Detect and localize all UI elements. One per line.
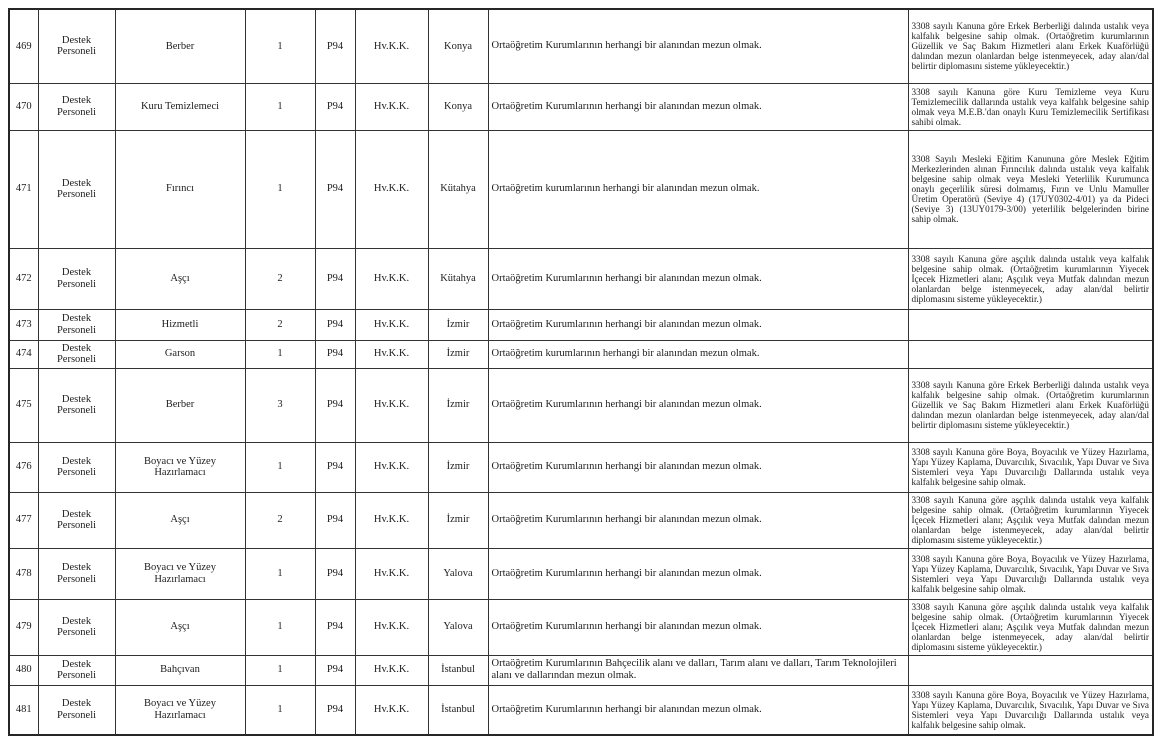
cell-special-req bbox=[908, 309, 1153, 340]
cell-education-req: Ortaöğretim Kurumlarının herhangi bir alanından mezun olmak. bbox=[488, 309, 908, 340]
table-row bbox=[9, 599, 1153, 655]
cell-row-number: 481 bbox=[9, 685, 38, 735]
cell-personnel-class: Destek Personeli bbox=[38, 548, 115, 599]
cell-force: Hv.K.K. bbox=[355, 599, 428, 655]
cell-force: Hv.K.K. bbox=[355, 655, 428, 685]
cell-personnel-class: Destek Personeli bbox=[38, 340, 115, 368]
cell-position-title: Kuru Temizlemeci bbox=[115, 83, 245, 130]
cell-city: İzmir bbox=[428, 340, 488, 368]
cell-code: P94 bbox=[315, 685, 355, 735]
table-row bbox=[9, 248, 1153, 309]
cell-city: İzmir bbox=[428, 368, 488, 442]
cell-personnel-class: Destek Personeli bbox=[38, 248, 115, 309]
cell-count: 1 bbox=[245, 655, 315, 685]
cell-force: Hv.K.K. bbox=[355, 309, 428, 340]
cell-city: İzmir bbox=[428, 309, 488, 340]
table-row bbox=[9, 340, 1153, 368]
cell-code: P94 bbox=[315, 492, 355, 548]
cell-count: 1 bbox=[245, 685, 315, 735]
cell-personnel-class: Destek Personeli bbox=[38, 655, 115, 685]
cell-code: P94 bbox=[315, 599, 355, 655]
cell-code: P94 bbox=[315, 442, 355, 492]
cell-special-req: 3308 sayılı Kanuna göre Erkek Berberliği dalında ustalık veya kalfalık belgesine sahip olmak. (Ortaöğretim kurumlarının Güzellik ve Saç Bakım Hizmetleri alanı Erkek Kuaförlüğü dalından mezun olanlardan belge istenmeyecek, aday alan/dal belirtir diplomasını sisteme yükleyecektir.) bbox=[908, 9, 1153, 83]
vacancy-table bbox=[8, 8, 1154, 736]
cell-position-title: Aşçı bbox=[115, 599, 245, 655]
cell-personnel-class: Destek Personeli bbox=[38, 9, 115, 83]
cell-city: İstanbul bbox=[428, 655, 488, 685]
table-row bbox=[9, 442, 1153, 492]
cell-count: 1 bbox=[245, 9, 315, 83]
cell-code: P94 bbox=[315, 548, 355, 599]
cell-special-req: 3308 Sayılı Mesleki Eğitim Kanununa göre Meslek Eğitim Merkezlerinden alınan Fırıncılık dalında ustalık veya kalfalık belgesine sahip olmak veya Mesleki Yeterlilik Kurumunca onaylı geçerlilik süresi dolmamış, Fırın ve Unlu Mamuller Üretim Operatörü (Seviye 4) (17UY0302-4/01) ya da Pideci (Seviye 3) (13UY0179-3/00) yeterlilik belgelerinden birine sahip olmak. bbox=[908, 130, 1153, 248]
cell-position-title: Garson bbox=[115, 340, 245, 368]
cell-force: Hv.K.K. bbox=[355, 83, 428, 130]
cell-city: Kütahya bbox=[428, 130, 488, 248]
cell-position-title: Fırıncı bbox=[115, 130, 245, 248]
cell-education-req: Ortaöğretim kurumlarının herhangi bir alanından mezun olmak. bbox=[488, 340, 908, 368]
cell-code: P94 bbox=[315, 248, 355, 309]
cell-city: Kütahya bbox=[428, 248, 488, 309]
cell-education-req: Ortaöğretim Kurumlarının herhangi bir alanından mezun olmak. bbox=[488, 442, 908, 492]
cell-city: Konya bbox=[428, 83, 488, 130]
cell-position-title: Boyacı ve Yüzey Hazırlamacı bbox=[115, 442, 245, 492]
cell-row-number: 478 bbox=[9, 548, 38, 599]
cell-row-number: 472 bbox=[9, 248, 38, 309]
cell-position-title: Bahçıvan bbox=[115, 655, 245, 685]
cell-special-req bbox=[908, 340, 1153, 368]
cell-special-req: 3308 sayılı Kanuna göre aşçılık dalında ustalık veya kalfalık belgesine sahip olmak. (Ortaöğretim kurumlarının Yiyecek İçecek Hizmetleri alanı; Aşçılık veya Mutfak dalından mezun olanlardan belge istenmeyecek, aday alan/dal belirtir diplomasını sisteme yükleyecektir.) bbox=[908, 492, 1153, 548]
cell-count: 1 bbox=[245, 130, 315, 248]
table-row bbox=[9, 492, 1153, 548]
cell-position-title: Boyacı ve Yüzey Hazırlamacı bbox=[115, 548, 245, 599]
cell-city: Yalova bbox=[428, 548, 488, 599]
cell-count: 2 bbox=[245, 248, 315, 309]
cell-count: 1 bbox=[245, 548, 315, 599]
cell-force: Hv.K.K. bbox=[355, 368, 428, 442]
cell-force: Hv.K.K. bbox=[355, 340, 428, 368]
cell-special-req: 3308 sayılı Kanuna göre Erkek Berberliği dalında ustalık veya kalfalık belgesine sahip olmak. (Ortaöğretim kurumlarının Güzellik ve Saç Bakım Hizmetleri alanı Erkek Kuaförlüğü dalından mezun olanlardan belge istenmeyecek, aday alan/dal belirtir diplomasını sisteme yükleyecektir.) bbox=[908, 368, 1153, 442]
cell-force: Hv.K.K. bbox=[355, 442, 428, 492]
cell-city: İstanbul bbox=[428, 685, 488, 735]
cell-position-title: Aşçı bbox=[115, 492, 245, 548]
table-row bbox=[9, 9, 1153, 83]
cell-education-req: Ortaöğretim Kurumlarının herhangi bir alanından mezun olmak. bbox=[488, 685, 908, 735]
table-row bbox=[9, 655, 1153, 685]
cell-special-req: 3308 sayılı Kanuna göre aşçılık dalında ustalık veya kalfalık belgesine sahip olmak. (Ortaöğretim kurumlarının Yiyecek İçecek Hizmetleri alanı; Aşçılık veya Mutfak dalından mezun olanlardan belge istenmeyecek, aday alan/dal belirtir diplomasını sisteme yükleyecektir.) bbox=[908, 599, 1153, 655]
cell-force: Hv.K.K. bbox=[355, 685, 428, 735]
table-row bbox=[9, 130, 1153, 248]
cell-city: Yalova bbox=[428, 599, 488, 655]
cell-code: P94 bbox=[315, 83, 355, 130]
cell-count: 1 bbox=[245, 599, 315, 655]
cell-force: Hv.K.K. bbox=[355, 548, 428, 599]
cell-education-req: Ortaöğretim Kurumlarının Bahçecilik alanı ve dalları, Tarım alanı ve dalları, Tarım Teknolojileri alanı ve dallarından mezun olmak. bbox=[488, 655, 908, 685]
cell-row-number: 475 bbox=[9, 368, 38, 442]
cell-row-number: 469 bbox=[9, 9, 38, 83]
cell-special-req: 3308 sayılı Kanuna göre aşçılık dalında ustalık veya kalfalık belgesine sahip olmak. (Ortaöğretim kurumlarının Yiyecek İçecek Hizmetleri alanı; Aşçılık veya Mutfak dalından mezun olanlardan belge istenmeyecek, aday alan/dal belirtir diplomasını sisteme yükleyecektir.) bbox=[908, 248, 1153, 309]
cell-row-number: 480 bbox=[9, 655, 38, 685]
cell-education-req: Ortaöğretim Kurumlarının herhangi bir alanından mezun olmak. bbox=[488, 548, 908, 599]
cell-count: 2 bbox=[245, 309, 315, 340]
cell-count: 1 bbox=[245, 83, 315, 130]
cell-education-req: Ortaöğretim Kurumlarının herhangi bir alanından mezun olmak. bbox=[488, 368, 908, 442]
cell-code: P94 bbox=[315, 340, 355, 368]
cell-position-title: Berber bbox=[115, 368, 245, 442]
cell-personnel-class: Destek Personeli bbox=[38, 442, 115, 492]
cell-position-title: Aşçı bbox=[115, 248, 245, 309]
table-row bbox=[9, 309, 1153, 340]
cell-code: P94 bbox=[315, 368, 355, 442]
cell-code: P94 bbox=[315, 655, 355, 685]
table-row bbox=[9, 368, 1153, 442]
cell-count: 1 bbox=[245, 340, 315, 368]
cell-special-req: 3308 sayılı Kanuna göre Boya, Boyacılık ve Yüzey Hazırlama, Yapı Yüzey Kaplama, Duvarcılık, Sıvacılık, Yapı Duvar ve Sıva Sistemleri veya Yapı Duvarcılığı Dallarında ustalık veya kalfalık belgesine sahip olmak. bbox=[908, 442, 1153, 492]
cell-city: İzmir bbox=[428, 442, 488, 492]
cell-code: P94 bbox=[315, 130, 355, 248]
cell-special-req: 3308 sayılı Kanuna göre Boya, Boyacılık ve Yüzey Hazırlama, Yapı Yüzey Kaplama, Duvarcılık, Sıvacılık, Yapı Duvar ve Sıva Sistemleri veya Yapı Duvarcılığı Dallarında ustalık veya kalfalık belgesine sahip olmak. bbox=[908, 685, 1153, 735]
cell-city: İzmir bbox=[428, 492, 488, 548]
cell-code: P94 bbox=[315, 9, 355, 83]
cell-force: Hv.K.K. bbox=[355, 130, 428, 248]
cell-row-number: 479 bbox=[9, 599, 38, 655]
table-row bbox=[9, 83, 1153, 130]
cell-row-number: 471 bbox=[9, 130, 38, 248]
cell-personnel-class: Destek Personeli bbox=[38, 309, 115, 340]
cell-education-req: Ortaöğretim Kurumlarının herhangi bir alanından mezun olmak. bbox=[488, 83, 908, 130]
cell-personnel-class: Destek Personeli bbox=[38, 130, 115, 248]
cell-special-req: 3308 sayılı Kanuna göre Kuru Temizleme veya Kuru Temizlemecilik dallarında ustalık veya kalfalık belgesine sahip olmak veya M.E.B.'dan onaylı Kuru Temizlemecilik Sertifikası sahibi olmak. bbox=[908, 83, 1153, 130]
cell-count: 1 bbox=[245, 442, 315, 492]
cell-personnel-class: Destek Personeli bbox=[38, 492, 115, 548]
cell-special-req bbox=[908, 655, 1153, 685]
cell-position-title: Hizmetli bbox=[115, 309, 245, 340]
cell-position-title: Boyacı ve Yüzey Hazırlamacı bbox=[115, 685, 245, 735]
cell-education-req: Ortaöğretim Kurumlarının herhangi bir alanından mezun olmak. bbox=[488, 248, 908, 309]
cell-education-req: Ortaöğretim Kurumlarının herhangi bir alanından mezun olmak. bbox=[488, 9, 908, 83]
cell-education-req: Ortaöğretim Kurumlarının herhangi bir alanından mezun olmak. bbox=[488, 599, 908, 655]
cell-personnel-class: Destek Personeli bbox=[38, 685, 115, 735]
cell-personnel-class: Destek Personeli bbox=[38, 83, 115, 130]
cell-count: 2 bbox=[245, 492, 315, 548]
table-body bbox=[9, 9, 1153, 735]
cell-row-number: 477 bbox=[9, 492, 38, 548]
cell-count: 3 bbox=[245, 368, 315, 442]
cell-position-title: Berber bbox=[115, 9, 245, 83]
cell-force: Hv.K.K. bbox=[355, 492, 428, 548]
cell-row-number: 476 bbox=[9, 442, 38, 492]
cell-personnel-class: Destek Personeli bbox=[38, 599, 115, 655]
cell-education-req: Ortaöğretim Kurumlarının herhangi bir alanından mezun olmak. bbox=[488, 492, 908, 548]
table-row bbox=[9, 548, 1153, 599]
cell-row-number: 470 bbox=[9, 83, 38, 130]
cell-force: Hv.K.K. bbox=[355, 9, 428, 83]
cell-row-number: 473 bbox=[9, 309, 38, 340]
cell-city: Konya bbox=[428, 9, 488, 83]
table-row bbox=[9, 685, 1153, 735]
cell-force: Hv.K.K. bbox=[355, 248, 428, 309]
cell-row-number: 474 bbox=[9, 340, 38, 368]
cell-education-req: Ortaöğretim kurumlarının herhangi bir alanından mezun olmak. bbox=[488, 130, 908, 248]
cell-special-req: 3308 sayılı Kanuna göre Boya, Boyacılık ve Yüzey Hazırlama, Yapı Yüzey Kaplama, Duvarcılık, Sıvacılık, Yapı Duvar ve Sıva Sistemleri veya Yapı Duvarcılığı Dallarında ustalık veya kalfalık belgesine sahip olmak. bbox=[908, 548, 1153, 599]
cell-code: P94 bbox=[315, 309, 355, 340]
cell-personnel-class: Destek Personeli bbox=[38, 368, 115, 442]
